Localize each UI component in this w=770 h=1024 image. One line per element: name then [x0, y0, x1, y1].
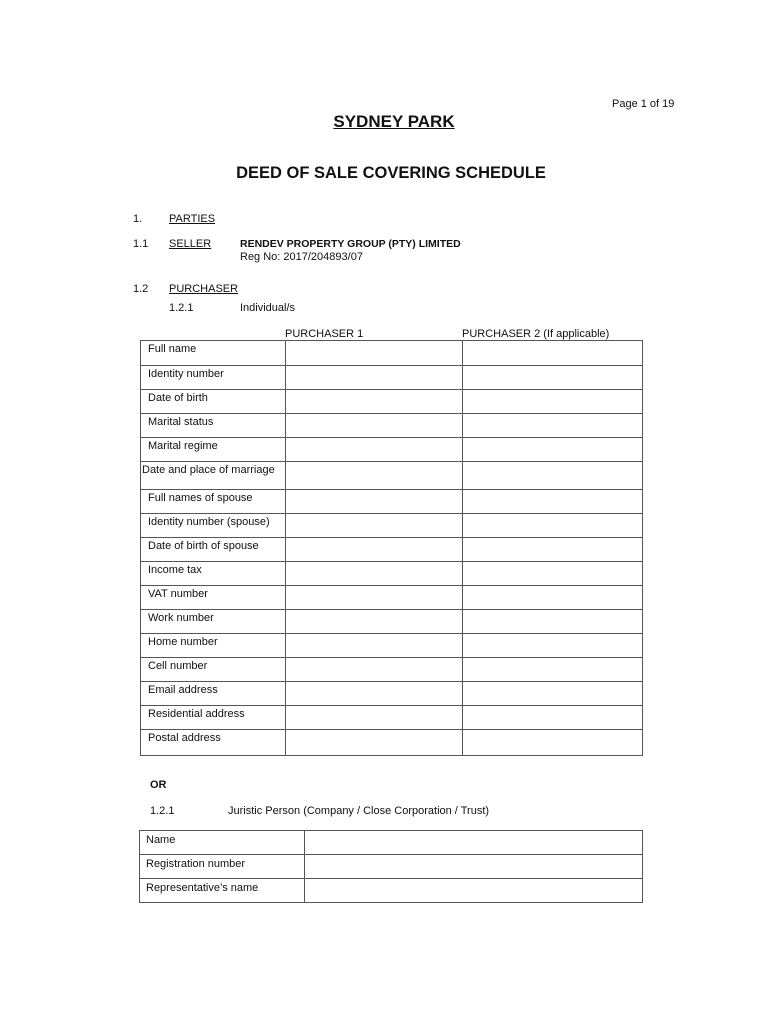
juristic-row-label: Representative’s name [140, 879, 305, 903]
purchaser-2-field[interactable] [463, 514, 643, 538]
section-1-label: PARTIES [169, 213, 216, 225]
purchaser-table-row [141, 538, 643, 562]
purchaser-2-field[interactable] [463, 341, 643, 366]
purchaser-row-label: Cell number [141, 658, 286, 682]
purchaser-row-label: Marital status [141, 414, 286, 438]
juristic-rows [140, 831, 643, 903]
seller-registration: Reg No: 2017/204893/07 [240, 251, 363, 263]
purchaser-row-label: Income tax [141, 562, 286, 586]
juristic-table-row [140, 855, 643, 879]
purchaser-1-field[interactable] [286, 438, 463, 462]
purchaser-2-field[interactable] [463, 610, 643, 634]
seller-label: SELLER [169, 238, 212, 250]
purchaser-table-row [141, 586, 643, 610]
purchaser-1-field[interactable] [286, 366, 463, 390]
purchaser-table-row [141, 490, 643, 514]
juristic-table-row [140, 879, 643, 903]
juristic-field[interactable] [305, 879, 643, 903]
juristic-row-label: Name [140, 831, 305, 855]
purchaser-row-label: Date and place of marriage [141, 462, 286, 490]
purchaser-1-field[interactable] [286, 514, 463, 538]
purchaser-table-row [141, 341, 643, 366]
purchaser-table-row [141, 634, 643, 658]
individuals-label: Individual/s [240, 302, 296, 314]
page-number: Page 1 of 19 [612, 98, 675, 110]
purchaser-1-field[interactable] [286, 414, 463, 438]
purchaser-row-label: Full names of spouse [141, 490, 286, 514]
juristic-number: 1.2.1 [150, 805, 175, 817]
purchaser-2-field[interactable] [463, 538, 643, 562]
purchaser-table-row [141, 706, 643, 730]
purchaser-1-field[interactable] [286, 490, 463, 514]
purchaser-row-label: Email address [141, 682, 286, 706]
purchaser-2-field[interactable] [463, 658, 643, 682]
purchaser-table-row [141, 514, 643, 538]
purchaser-2-field[interactable] [463, 438, 643, 462]
section-1-2-number: 1.2 [133, 283, 149, 295]
purchaser-2-field[interactable] [463, 462, 643, 490]
purchaser-2-field[interactable] [463, 390, 643, 414]
purchaser-row-label: Date of birth [141, 390, 286, 414]
purchaser-1-field[interactable] [286, 706, 463, 730]
purchaser-1-field[interactable] [286, 634, 463, 658]
purchaser-label: PURCHASER [169, 283, 239, 295]
purchaser-row-label: Full name [141, 341, 286, 366]
seller-name: RENDEV PROPERTY GROUP (PTY) LIMITED [240, 238, 461, 250]
purchaser-2-field[interactable] [463, 562, 643, 586]
purchaser-row-label: Residential address [141, 706, 286, 730]
document-subtitle: DEED OF SALE COVERING SCHEDULE [236, 164, 546, 182]
purchaser-table-row [141, 682, 643, 706]
purchaser-details-table [140, 340, 643, 756]
purchaser-2-header: PURCHASER 2 (If applicable) [462, 328, 610, 340]
purchaser-2-field[interactable] [463, 730, 643, 756]
juristic-field[interactable] [305, 831, 643, 855]
juristic-label: Juristic Person (Company / Close Corporation / Trust) [228, 805, 490, 817]
purchaser-1-header: PURCHASER 1 [285, 328, 364, 340]
purchaser-2-field[interactable] [463, 366, 643, 390]
purchaser-1-field[interactable] [286, 562, 463, 586]
purchaser-table-row [141, 366, 643, 390]
purchaser-row-label: Home number [141, 634, 286, 658]
purchaser-row-label: Work number [141, 610, 286, 634]
purchaser-2-field[interactable] [463, 586, 643, 610]
document-title: SYDNEY PARK [333, 112, 455, 131]
purchaser-table-row [141, 658, 643, 682]
purchaser-table-row [141, 730, 643, 756]
purchaser-2-field[interactable] [463, 490, 643, 514]
purchaser-1-field[interactable] [286, 610, 463, 634]
purchaser-1-field[interactable] [286, 462, 463, 490]
purchaser-1-field[interactable] [286, 538, 463, 562]
purchaser-2-field[interactable] [463, 414, 643, 438]
juristic-table-row [140, 831, 643, 855]
purchaser-row-label: Identity number (spouse) [141, 514, 286, 538]
purchaser-1-field[interactable] [286, 390, 463, 414]
purchaser-rows [141, 341, 643, 756]
purchaser-1-field[interactable] [286, 586, 463, 610]
purchaser-1-field[interactable] [286, 341, 463, 366]
purchaser-2-field[interactable] [463, 706, 643, 730]
purchaser-table-row [141, 438, 643, 462]
purchaser-row-label: Date of birth of spouse [141, 538, 286, 562]
purchaser-row-label: Identity number [141, 366, 286, 390]
purchaser-1-field[interactable] [286, 658, 463, 682]
juristic-row-label: Registration number [140, 855, 305, 879]
purchaser-table-row [141, 562, 643, 586]
purchaser-table-row [141, 610, 643, 634]
section-1-number: 1. [133, 213, 143, 225]
purchaser-1-field[interactable] [286, 730, 463, 756]
purchaser-table-row [141, 414, 643, 438]
purchaser-row-label: VAT number [141, 586, 286, 610]
purchaser-table-row [141, 390, 643, 414]
juristic-field[interactable] [305, 855, 643, 879]
purchaser-2-field[interactable] [463, 682, 643, 706]
purchaser-table-row [141, 462, 643, 490]
section-1-2-1-number: 1.2.1 [169, 302, 194, 314]
purchaser-row-label: Marital regime [141, 438, 286, 462]
or-label: OR [150, 779, 167, 791]
juristic-person-table [139, 830, 643, 903]
purchaser-2-field[interactable] [463, 634, 643, 658]
purchaser-1-field[interactable] [286, 682, 463, 706]
section-1-1-number: 1.1 [133, 238, 149, 250]
purchaser-row-label: Postal address [141, 730, 286, 756]
